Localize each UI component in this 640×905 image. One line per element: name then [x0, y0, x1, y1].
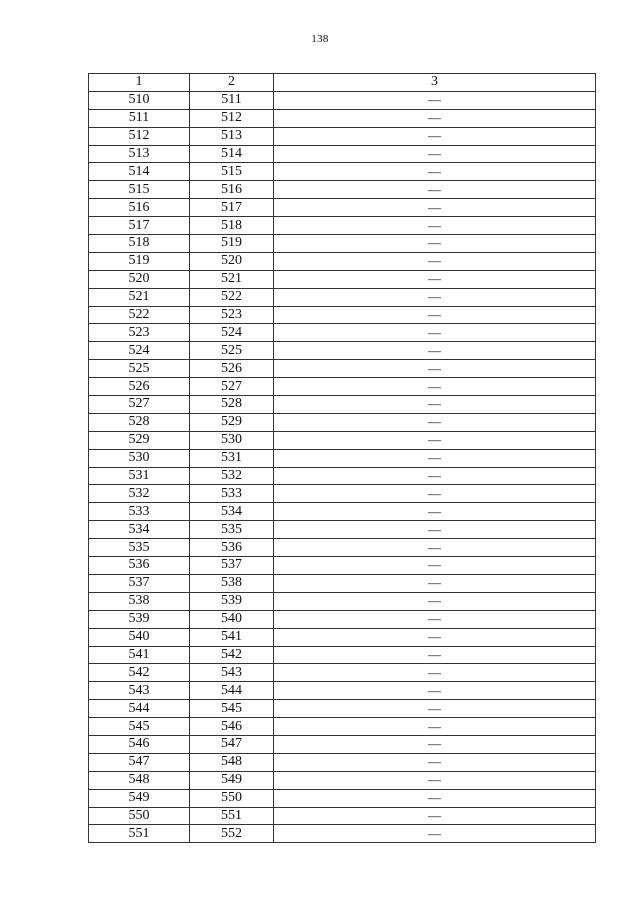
table-cell-col-1: 537 [89, 574, 190, 592]
table-cell-col-2: 512 [190, 109, 274, 127]
table-cell-col-3: — [274, 700, 596, 718]
table-cell-col-1: 538 [89, 592, 190, 610]
table-row [89, 789, 596, 807]
table-cell-col-3: — [274, 288, 596, 306]
table-cell-col-1: 531 [89, 467, 190, 485]
table-cell-col-3: — [274, 270, 596, 288]
table-cell-col-3: — [274, 199, 596, 217]
table-cell-col-2: 521 [190, 270, 274, 288]
table-cell-col-1: 546 [89, 735, 190, 753]
table-cell-col-3: — [274, 718, 596, 736]
table-row [89, 199, 596, 217]
table-cell-col-2: 514 [190, 145, 274, 163]
table-cell-col-2: 545 [190, 700, 274, 718]
table-cell-col-1: 536 [89, 557, 190, 575]
table-cell-col-2: 535 [190, 521, 274, 539]
table-cell-col-2: 528 [190, 396, 274, 414]
table-row [89, 270, 596, 288]
table-cell-col-1: 539 [89, 610, 190, 628]
table-row [89, 557, 596, 575]
table-cell-col-1: 513 [89, 145, 190, 163]
table-cell-col-1: 551 [89, 825, 190, 843]
column-header-1: 1 [89, 74, 190, 92]
table-cell-col-2: 540 [190, 610, 274, 628]
table-row [89, 718, 596, 736]
table-cell-col-1: 528 [89, 413, 190, 431]
table-row [89, 753, 596, 771]
table-cell-col-2: 517 [190, 199, 274, 217]
table-cell-col-2: 520 [190, 252, 274, 270]
table-cell-col-1: 520 [89, 270, 190, 288]
table-cell-col-1: 532 [89, 485, 190, 503]
table-cell-col-3: — [274, 753, 596, 771]
table-cell-col-2: 525 [190, 342, 274, 360]
table-cell-col-1: 512 [89, 127, 190, 145]
table-cell-col-1: 545 [89, 718, 190, 736]
table-cell-col-1: 526 [89, 378, 190, 396]
table-cell-col-3: — [274, 574, 596, 592]
table-cell-col-2: 546 [190, 718, 274, 736]
table-cell-col-3: — [274, 539, 596, 557]
table-cell-col-3: — [274, 628, 596, 646]
table-cell-col-2: 515 [190, 163, 274, 181]
table-row [89, 664, 596, 682]
table-cell-col-2: 516 [190, 181, 274, 199]
table-cell-col-2: 522 [190, 288, 274, 306]
table-cell-col-2: 513 [190, 127, 274, 145]
table-cell-col-1: 547 [89, 753, 190, 771]
table-cell-col-1: 517 [89, 217, 190, 235]
table-row [89, 467, 596, 485]
table-cell-col-2: 534 [190, 503, 274, 521]
table-row [89, 449, 596, 467]
table-row [89, 378, 596, 396]
table-cell-col-1: 525 [89, 360, 190, 378]
table-row [89, 521, 596, 539]
table-row [89, 109, 596, 127]
table-cell-col-2: 531 [190, 449, 274, 467]
table-row [89, 771, 596, 789]
table-row [89, 574, 596, 592]
table-cell-col-2: 544 [190, 682, 274, 700]
table-row [89, 825, 596, 843]
table-cell-col-1: 550 [89, 807, 190, 825]
table-cell-col-3: — [274, 503, 596, 521]
table-cell-col-2: 536 [190, 539, 274, 557]
table-header-row [89, 74, 596, 92]
table-cell-col-3: — [274, 342, 596, 360]
table-cell-col-2: 552 [190, 825, 274, 843]
table-cell-col-3: — [274, 396, 596, 414]
table-cell-col-3: — [274, 91, 596, 109]
table-row [89, 539, 596, 557]
table-cell-col-1: 511 [89, 109, 190, 127]
table-cell-col-2: 526 [190, 360, 274, 378]
table-cell-col-2: 532 [190, 467, 274, 485]
table-cell-col-3: — [274, 217, 596, 235]
table-cell-col-1: 527 [89, 396, 190, 414]
data-table-container [88, 73, 595, 843]
table-cell-col-3: — [274, 181, 596, 199]
table-row [89, 181, 596, 199]
table-cell-col-2: 533 [190, 485, 274, 503]
table-cell-col-1: 524 [89, 342, 190, 360]
table-cell-col-2: 547 [190, 735, 274, 753]
table-cell-col-2: 550 [190, 789, 274, 807]
table-cell-col-1: 515 [89, 181, 190, 199]
table-cell-col-3: — [274, 825, 596, 843]
table-row [89, 807, 596, 825]
table-cell-col-1: 541 [89, 646, 190, 664]
table-cell-col-3: — [274, 485, 596, 503]
table-cell-col-3: — [274, 306, 596, 324]
table-cell-col-2: 543 [190, 664, 274, 682]
table-row [89, 682, 596, 700]
table-cell-col-3: — [274, 521, 596, 539]
table-cell-col-3: — [274, 163, 596, 181]
table-cell-col-2: 551 [190, 807, 274, 825]
table-cell-col-3: — [274, 735, 596, 753]
table-row [89, 485, 596, 503]
table-cell-col-1: 521 [89, 288, 190, 306]
table-row [89, 127, 596, 145]
table-cell-col-2: 530 [190, 431, 274, 449]
table-cell-col-3: — [274, 789, 596, 807]
table-cell-col-3: — [274, 413, 596, 431]
table-row [89, 396, 596, 414]
table-cell-col-3: — [274, 807, 596, 825]
table-row [89, 700, 596, 718]
table-cell-col-3: — [274, 127, 596, 145]
table-row [89, 360, 596, 378]
table-cell-col-1: 544 [89, 700, 190, 718]
table-cell-col-3: — [274, 235, 596, 253]
table-cell-col-3: — [274, 145, 596, 163]
column-header-3: 3 [274, 74, 596, 92]
table-cell-col-2: 511 [190, 91, 274, 109]
table-cell-col-1: 514 [89, 163, 190, 181]
table-cell-col-2: 542 [190, 646, 274, 664]
table-cell-col-1: 530 [89, 449, 190, 467]
table-cell-col-2: 548 [190, 753, 274, 771]
table-cell-col-3: — [274, 664, 596, 682]
table-cell-col-3: — [274, 592, 596, 610]
table-cell-col-2: 539 [190, 592, 274, 610]
column-header-2: 2 [190, 74, 274, 92]
table-cell-col-2: 524 [190, 324, 274, 342]
table-cell-col-2: 527 [190, 378, 274, 396]
table-row [89, 306, 596, 324]
table-body [89, 91, 596, 842]
table-cell-col-3: — [274, 771, 596, 789]
table-cell-col-3: — [274, 109, 596, 127]
table-cell-col-1: 510 [89, 91, 190, 109]
table-row [89, 163, 596, 181]
table-row [89, 431, 596, 449]
table-cell-col-2: 541 [190, 628, 274, 646]
table-cell-col-3: — [274, 252, 596, 270]
table-cell-col-1: 543 [89, 682, 190, 700]
table-cell-col-3: — [274, 557, 596, 575]
table-cell-col-3: — [274, 467, 596, 485]
table-row [89, 628, 596, 646]
table-row [89, 342, 596, 360]
table-cell-col-1: 542 [89, 664, 190, 682]
table-row [89, 610, 596, 628]
table-row [89, 646, 596, 664]
table-cell-col-3: — [274, 610, 596, 628]
table-cell-col-1: 535 [89, 539, 190, 557]
table-cell-col-2: 529 [190, 413, 274, 431]
table-cell-col-1: 549 [89, 789, 190, 807]
table-cell-col-1: 518 [89, 235, 190, 253]
table-cell-col-1: 516 [89, 199, 190, 217]
table-cell-col-3: — [274, 449, 596, 467]
page-number: 138 [311, 33, 329, 45]
table-row [89, 735, 596, 753]
table-cell-col-1: 540 [89, 628, 190, 646]
table-cell-col-2: 518 [190, 217, 274, 235]
data-table [88, 73, 596, 843]
table-cell-col-1: 522 [89, 306, 190, 324]
table-row [89, 91, 596, 109]
table-row [89, 217, 596, 235]
table-row [89, 324, 596, 342]
table-cell-col-2: 549 [190, 771, 274, 789]
table-row [89, 413, 596, 431]
table-cell-col-3: — [274, 431, 596, 449]
table-row [89, 145, 596, 163]
table-cell-col-1: 548 [89, 771, 190, 789]
table-cell-col-2: 538 [190, 574, 274, 592]
table-cell-col-1: 523 [89, 324, 190, 342]
table-cell-col-2: 519 [190, 235, 274, 253]
table-cell-col-2: 537 [190, 557, 274, 575]
table-cell-col-1: 533 [89, 503, 190, 521]
table-cell-col-1: 519 [89, 252, 190, 270]
table-cell-col-3: — [274, 378, 596, 396]
table-cell-col-1: 534 [89, 521, 190, 539]
table-row [89, 235, 596, 253]
table-row [89, 503, 596, 521]
table-cell-col-3: — [274, 682, 596, 700]
table-cell-col-2: 523 [190, 306, 274, 324]
table-row [89, 252, 596, 270]
table-cell-col-3: — [274, 324, 596, 342]
table-cell-col-1: 529 [89, 431, 190, 449]
table-row [89, 592, 596, 610]
table-cell-col-3: — [274, 646, 596, 664]
table-row [89, 288, 596, 306]
table-cell-col-3: — [274, 360, 596, 378]
